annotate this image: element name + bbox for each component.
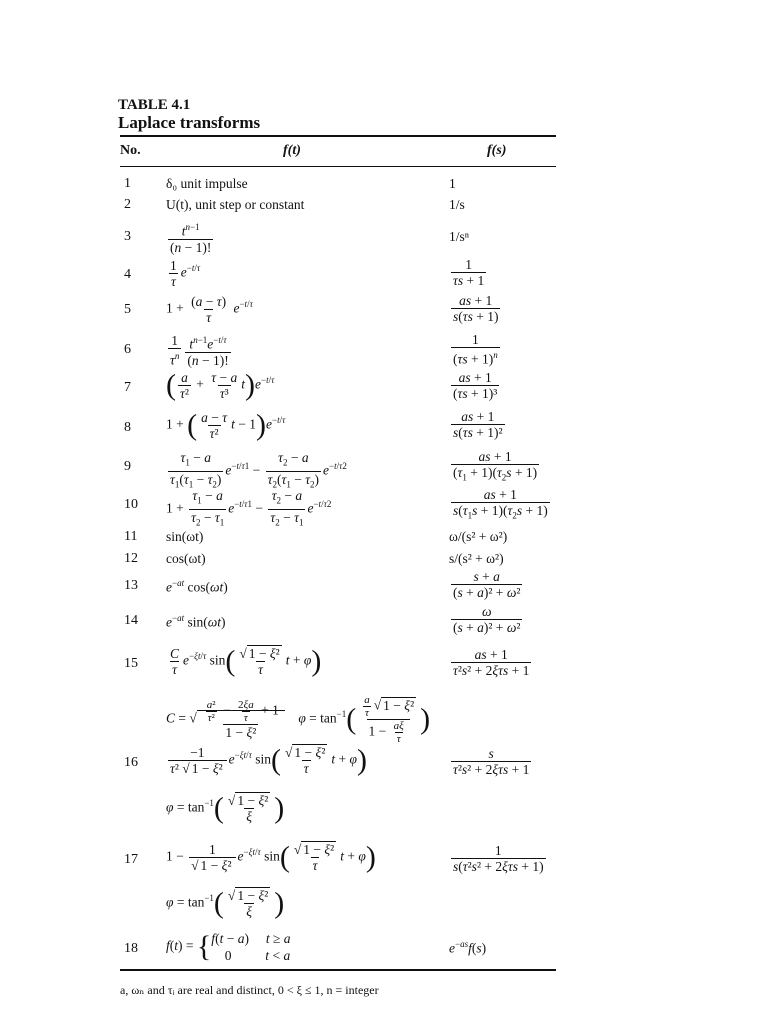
fs-formula: 1/sⁿ xyxy=(449,229,470,244)
ft-formula: 1 + ( $\frac{a - \tau}{\text{τ²}}$ $t - 1)e^{-t/\tau}$ xyxy=(166,408,286,442)
ft-formula: $\frac{-1}{\text{τ² √ 1 − ξ²}}$ $e^{-\xi t/\tau}$ sin( $\frac{\text{√ 1 − ξ²}}{\tau}$ t + φ) xyxy=(170,743,367,777)
ft-formula: $\frac{\tau_1 - a}{\tau_1(\tau_1 - \tau_2)}$ $e^{-t/\tau 1}$ − $\frac{\tau_2 - a}{\tau_2(\tau_1 - \tau_2)}$ $e^{-t/\tau 2}$ xyxy=(166,450,347,492)
fs-formula: ω/(s² + ω²) xyxy=(449,529,508,544)
ft-formula: δ₀ unit impulse xyxy=(166,176,248,191)
row-number: 18 xyxy=(124,941,138,956)
fs-formula: $\frac{as + 1}{\text{s(τs + 1)²}}$ xyxy=(453,409,503,440)
fs-formula: $e^{-as}f(s)$ xyxy=(449,939,487,956)
fs-formula: 1 xyxy=(449,176,456,191)
ft-formula: $e^{-at}$ cos(ωt) xyxy=(166,578,228,595)
row-number: 17 xyxy=(124,852,138,867)
row-number: 14 xyxy=(124,613,138,628)
fs-formula: s/(s² + ω²) xyxy=(449,551,504,566)
ft-formula: $\frac{1}{\tau^n}$ $\frac{t^{n-1}e^{-t/\tau}}{(n - 1)!}$ xyxy=(170,333,229,368)
fs-formula: $\frac{s}{\text{τ²s² + 2ξτs + 1}}$ xyxy=(453,746,530,777)
ft-formula: $\frac{1}{\tau}$ $e^{-t/\tau}$ xyxy=(170,258,201,289)
ft-formula: $\frac{t^{n-1}}{(n - 1)!}$ xyxy=(170,222,212,255)
row-number: 8 xyxy=(124,420,131,435)
fs-formula: $\frac{as + 1}{s(\tau_1s + 1)(\tau_2s + 1)}$ xyxy=(449,487,552,524)
fs-formula: 1/s xyxy=(449,197,465,212)
ft-formula: cos(ωt) xyxy=(166,551,206,566)
footnote: a, ωₙ and τᵢ are real and distinct, 0 < ξ ≤ 1, n = integer xyxy=(120,983,379,997)
fs-formula: $\frac{as + 1}{s(\tau s + 1)}$ xyxy=(453,293,499,324)
fs-formula: $\frac{as + 1}{(\tau_1 + 1)(\tau_2s + 1)}$ xyxy=(449,449,541,486)
row-number: 6 xyxy=(124,342,131,357)
row-number: 16 xyxy=(124,755,138,770)
row-number: 15 xyxy=(124,656,138,671)
fs-formula: $\frac{1}{\tau s + 1}$ xyxy=(453,257,485,288)
fs-formula: $\frac{as + 1}{\text{(τs + 1)³}}$ xyxy=(453,370,498,401)
ft-formula: 1 + $\frac{(a - \tau)}{\tau}$ $e^{-t/\tau}$ xyxy=(166,294,253,325)
ft-formula: C = √ $\frac{\text{a²}}{\text{τ²}}$ − $\frac{2\xi a}{\tau}$ + 1 1 − ξ² $\varphi = \tan^{-1}$( $\frac{a}{\tau}$ √ 1 − ξ² 1 − $\frac{a\xi}{\tau}$ ) xyxy=(166,694,431,745)
fs-formula: $\frac{1}{(\tau s + 1)^n}$ xyxy=(453,332,498,367)
ft-formula: $\frac{C}{\tau}$ $e^{-\xi t/\tau}$ sin( $\frac{\text{√ 1 − ξ²}}{\tau}$ t + φ) xyxy=(170,644,322,678)
header-fs: f(s) xyxy=(487,143,507,158)
top-rule xyxy=(120,135,556,137)
header-no: No. xyxy=(120,143,141,158)
ft-formula: sin(ωt) xyxy=(166,529,204,544)
fs-formula: $\frac{\omega}{\text{(s + a)² + ω²}}$ xyxy=(453,604,521,635)
header-ft: f(t) xyxy=(283,143,301,158)
row-number: 3 xyxy=(124,229,131,244)
row-number: 13 xyxy=(124,578,138,593)
ft-formula: $e^{-at}$ sin(ωt) xyxy=(166,613,226,630)
ft-formula: ( $\frac{a}{\text{τ²}}$ + $\frac{\tau - a}{\text{τ³}}$ $t)e^{-t/\tau}$ xyxy=(166,368,275,402)
fs-formula: $\frac{1}{\text{s(τ²s² + 2ξτs + 1)}}$ xyxy=(453,843,544,874)
table-label: TABLE 4.1 xyxy=(118,97,191,113)
row-number: 10 xyxy=(124,497,138,512)
fs-formula: $\frac{s + a}{\text{(s + a)² + ω²}}$ xyxy=(453,569,521,600)
ft-formula: f(t) = {f(t − a) t ≥ a 0 t < a xyxy=(166,930,291,963)
ft-formula: 1 + $\frac{\tau_1 - a}{\tau_2 - \tau_1}$ $e^{-t/\tau 1}$ − $\frac{\tau_2 - a}{\tau_2 - \tau_1}$ $e^{-t/\tau 2}$ xyxy=(166,488,331,530)
row-number: 12 xyxy=(124,551,138,566)
table-title: Laplace transforms xyxy=(118,113,261,132)
ft-formula: U(t), unit step or constant xyxy=(166,197,305,212)
row-number: 4 xyxy=(124,267,131,282)
ft-formula: $\varphi = \tan^{-1}$( $\frac{\text{√ 1 − ξ²}}{\xi}$ ) xyxy=(166,886,285,920)
ft-formula: $\varphi = \tan^{-1}$( $\frac{\text{√ 1 − ξ²}}{\xi}$ ) xyxy=(166,791,285,825)
ft-formula: 1 − $\frac{1}{\text{√ 1 − ξ²}}$ $e^{-\xi t/\tau}$ sin( $\frac{\text{√ 1 − ξ²}}{\tau}$ t + φ) xyxy=(166,840,376,874)
header-rule xyxy=(120,166,556,167)
row-number: 2 xyxy=(124,197,131,212)
row-number: 11 xyxy=(124,529,138,544)
row-number: 1 xyxy=(124,176,131,191)
fs-formula: $\frac{as + 1}{\text{τ²s² + 2ξτs + 1}}$ xyxy=(453,647,530,678)
row-number: 9 xyxy=(124,459,131,474)
bottom-rule xyxy=(120,969,556,971)
row-number: 5 xyxy=(124,302,131,317)
row-number: 7 xyxy=(124,380,131,395)
